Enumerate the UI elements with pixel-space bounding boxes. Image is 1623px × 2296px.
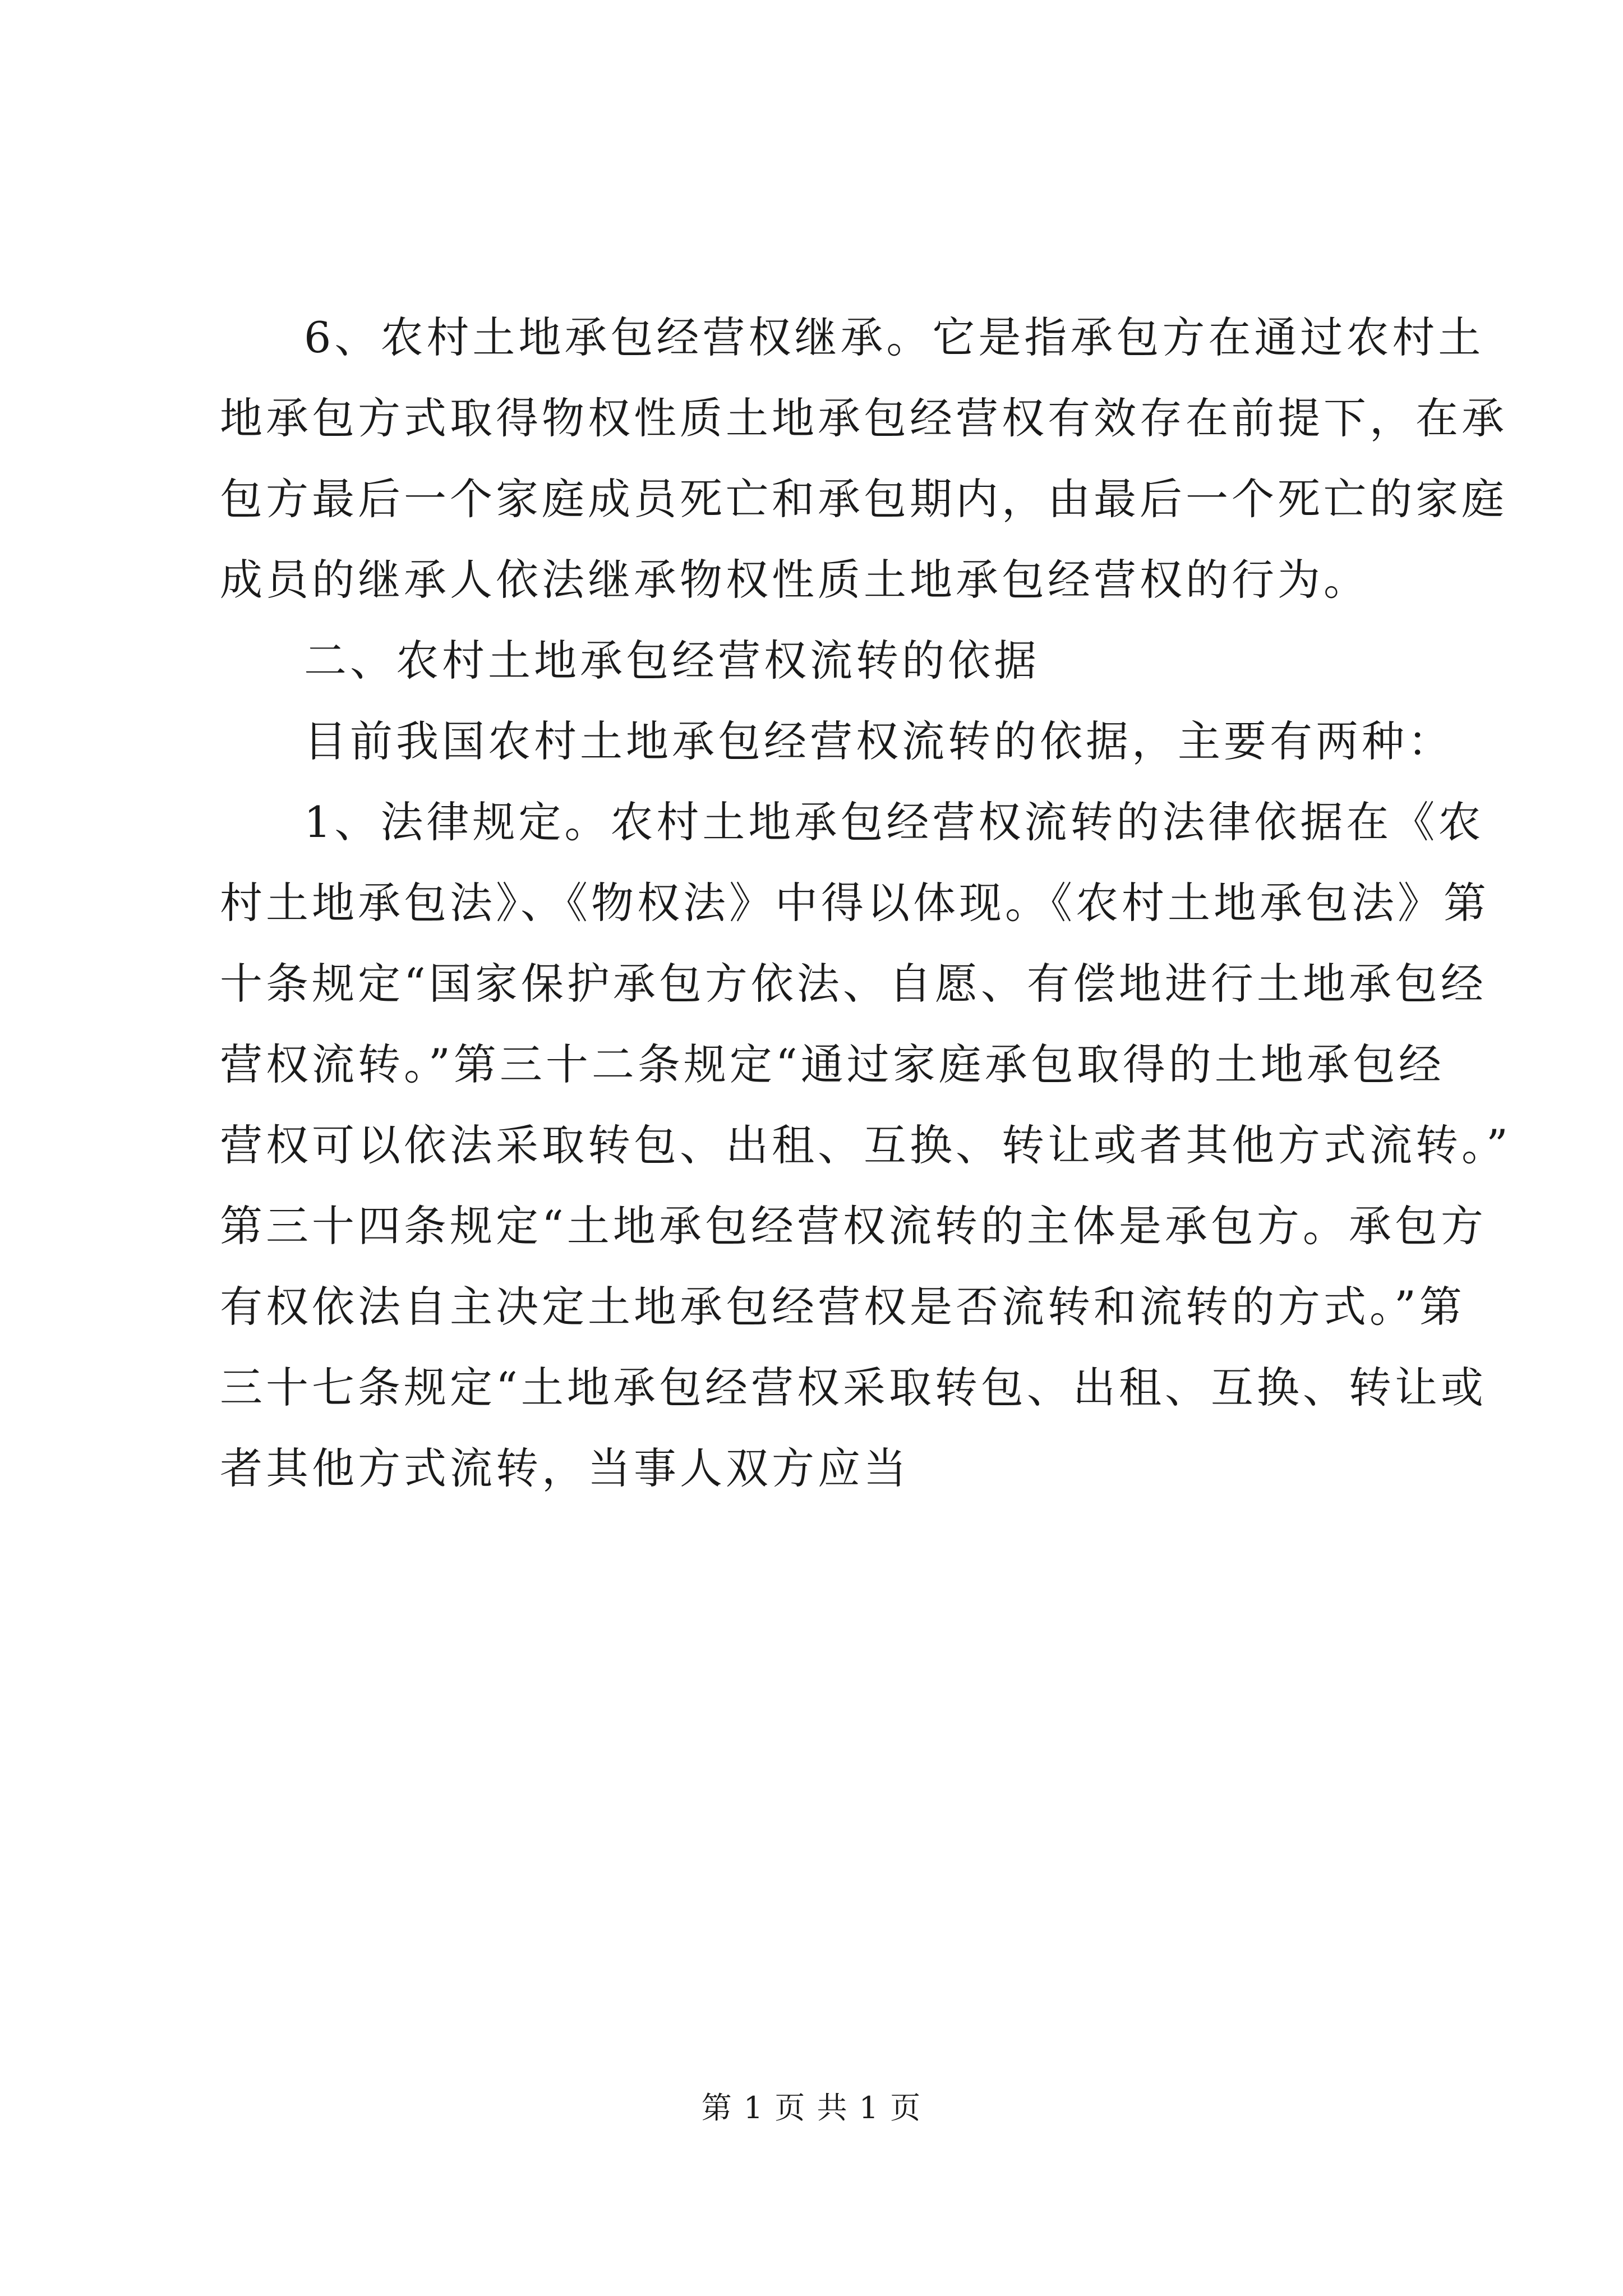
paragraph-line: 者其他方式流转，当事人双方应当 (220, 1443, 910, 1493)
paragraph-line: 成员的继承人依法继承物权性质土地承包经营权的行为。 (220, 555, 1370, 605)
page-footer: 第 1 页 共 1 页 (701, 2090, 922, 2125)
paragraph-line: 三十七条规定“土地承包经营权采取转包、出租、互换、转让或 (220, 1363, 1487, 1412)
paragraph-line: 6、农村土地承包经营权继承。它是指承包方在通过农村土 (304, 312, 1484, 362)
paragraph-line: 十条规定“国家保护承包方依法、自愿、有偿地进行土地承包经 (220, 959, 1487, 1009)
paragraph-line: 营权可以依法采取转包、出租、互换、转让或者其他方式流转。” (220, 1120, 1511, 1170)
paragraph-line: 地承包方式取得物权性质土地承包经营权有效存在前提下，在承 (220, 393, 1507, 443)
paragraph-line: 村土地承包法》、《物权法》中得以体现。《农村土地承包法》第 (220, 878, 1490, 928)
paragraph-line: 营权流转。”第三十二条规定“通过家庭承包取得的土地承包经 (220, 1039, 1445, 1089)
paragraph-line: 第三十四条规定“土地承包经营权流转的主体是承包方。承包方 (220, 1201, 1487, 1251)
document-body (220, 297, 1511, 1509)
paragraph-line: 目前我国农村土地承包经营权流转的依据，主要有两种： (304, 716, 1454, 766)
section-heading: 二、农村土地承包经营权流转的依据 (304, 636, 1040, 685)
paragraph-line: 1、法律规定。农村土地承包经营权流转的法律依据在《农 (304, 797, 1484, 847)
paragraph-line: 包方最后一个家庭成员死亡和承包期内，由最后一个死亡的家庭 (220, 474, 1507, 524)
paragraph-line: 有权依法自主决定土地承包经营权是否流转和流转的方式。”第 (220, 1282, 1465, 1332)
